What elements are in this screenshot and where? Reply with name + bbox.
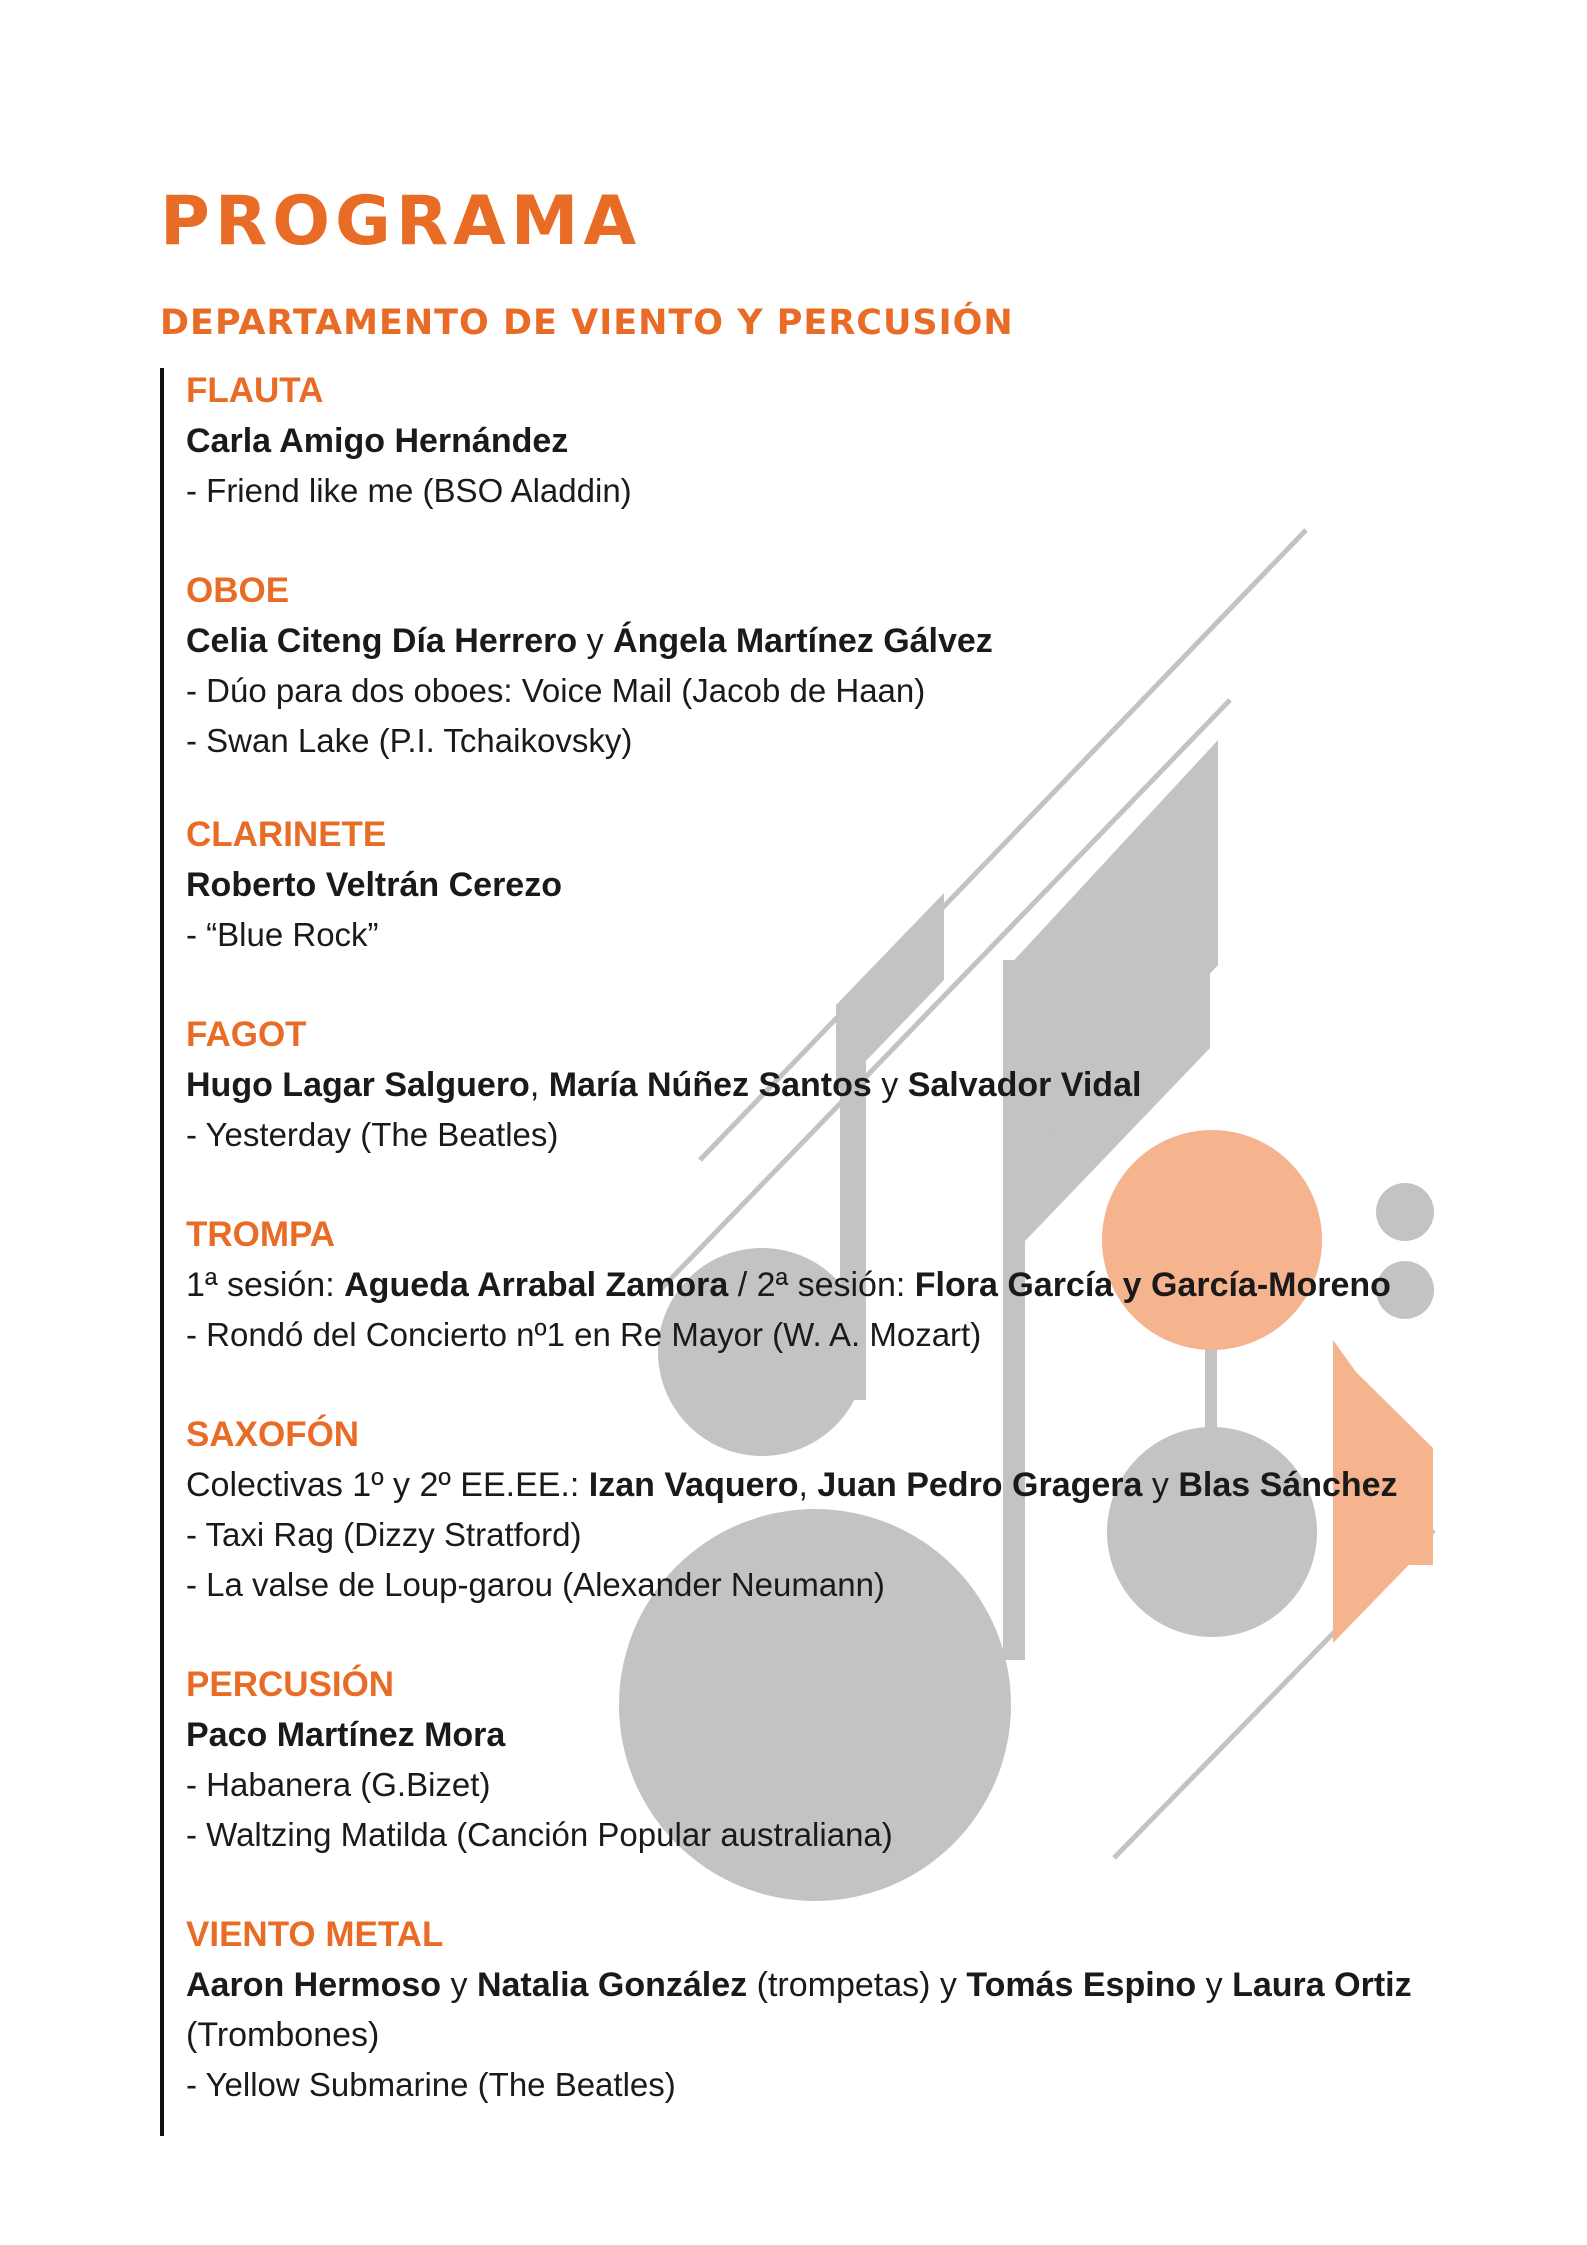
performer-name: Roberto Veltrán Cerezo <box>186 866 562 904</box>
program-section <box>186 1210 1536 1360</box>
program-section <box>186 810 1536 960</box>
performer-name: María Núñez Santos <box>548 1066 872 1104</box>
performer-name: Blas Sánchez <box>1178 1466 1398 1504</box>
program-section <box>186 366 1536 516</box>
performers-line <box>186 616 1536 666</box>
performer-name: Paco Martínez Mora <box>186 1716 506 1754</box>
performer-text: , <box>798 1466 818 1504</box>
program-section <box>186 1660 1536 1860</box>
performer-text: , <box>529 1066 549 1104</box>
program-section <box>186 1010 1536 1160</box>
piece-title: - “Blue Rock” <box>186 916 379 953</box>
performer-text: / 2ª sesión: <box>728 1266 915 1304</box>
instrument-heading: FAGOT <box>186 1015 307 1054</box>
program-section <box>186 1410 1536 1610</box>
performer-name: Natalia González <box>476 1966 748 2004</box>
performer-text: y <box>1196 1966 1233 2004</box>
performer-text: (Trombones) <box>186 2016 380 2054</box>
piece-title: - Yesterday (The Beatles) <box>186 1116 559 1153</box>
performers-line <box>186 1460 1536 1510</box>
instrument-heading: OBOE <box>186 571 290 610</box>
program-list <box>186 366 1536 2160</box>
performer-text: Colectivas 1º y 2º EE.EE.: <box>186 1466 589 1504</box>
performer-text: y <box>871 1066 908 1104</box>
performer-name: Hugo Lagar Salguero <box>186 1066 530 1104</box>
piece-title: - Friend like me (BSO Aladdin) <box>186 472 632 509</box>
performer-name: Ángela Martínez Gálvez <box>613 622 993 660</box>
page-title: PROGRAMA <box>160 182 642 261</box>
performer-name: Tomás Espino <box>966 1966 1197 2004</box>
department-heading: DEPARTAMENTO DE VIENTO Y PERCUSIÓN <box>160 303 1014 343</box>
performers-line <box>186 416 1536 466</box>
piece-title: - Swan Lake (P.I. Tchaikovsky) <box>186 722 633 759</box>
instrument-heading: CLARINETE <box>186 815 387 854</box>
performer-text: y <box>441 1966 477 2004</box>
performers-line <box>186 1260 1536 1310</box>
performers-line <box>186 860 1536 910</box>
instrument-heading: TROMPA <box>186 1215 336 1254</box>
performers-line <box>186 1710 1536 1760</box>
instrument-heading: FLAUTA <box>186 371 324 410</box>
performer-name: Laura Ortiz <box>1232 1966 1412 2004</box>
performer-name: Carla Amigo Hernández <box>186 422 569 460</box>
performer-text: y <box>577 622 614 660</box>
performer-name: Salvador Vidal <box>907 1066 1142 1104</box>
instrument-heading: VIENTO METAL <box>186 1915 444 1954</box>
performer-name: Agueda Arrabal Zamora <box>344 1266 729 1304</box>
program-section <box>186 1910 1536 2110</box>
performer-name: Juan Pedro Gragera <box>817 1466 1143 1504</box>
performers-line <box>186 1060 1536 1110</box>
piece-title: - Yellow Submarine (The Beatles) <box>186 2066 676 2103</box>
piece-title: - Dúo para dos oboes: Voice Mail (Jacob de Haan) <box>186 672 926 709</box>
performer-text: y <box>1142 1466 1179 1504</box>
performers-line <box>186 2010 1536 2060</box>
performer-text: (trompetas) y <box>747 1966 967 2004</box>
performer-text: 1ª sesión: <box>186 1266 345 1304</box>
performer-name: Izan Vaquero <box>588 1466 799 1504</box>
instrument-heading: PERCUSIÓN <box>186 1665 395 1704</box>
program-vertical-rule <box>160 368 164 2136</box>
instrument-heading: SAXOFÓN <box>186 1415 360 1454</box>
performer-name: Aaron Hermoso <box>186 1966 442 2004</box>
piece-title: - La valse de Loup-garou (Alexander Neumann) <box>186 1566 885 1603</box>
performer-name: Celia Citeng Día Herrero <box>186 622 578 660</box>
piece-title: - Rondó del Concierto nº1 en Re Mayor (W. A. Mozart) <box>186 1316 982 1353</box>
performers-line <box>186 1960 1536 2010</box>
piece-title: - Habanera (G.Bizet) <box>186 1766 491 1803</box>
piece-title: - Waltzing Matilda (Canción Popular australiana) <box>186 1816 893 1853</box>
performer-name: Flora García y García-Moreno <box>914 1266 1391 1304</box>
piece-title: - Taxi Rag (Dizzy Stratford) <box>186 1516 582 1553</box>
program-section <box>186 566 1536 766</box>
